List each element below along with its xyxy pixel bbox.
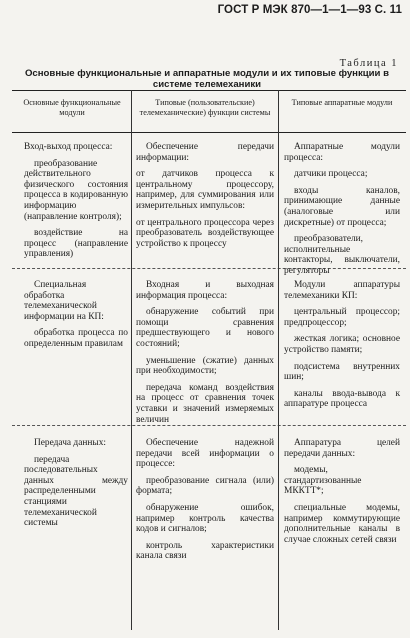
column-divider	[131, 90, 132, 630]
cell-text: Обеспечение передачи информации:	[136, 142, 274, 163]
cell-text: Передача данных:	[34, 438, 106, 448]
cell-text: уменьшение (сжатие) данных при необходимости;	[136, 355, 274, 377]
column-divider	[278, 90, 279, 630]
row-2-functional-module	[24, 280, 128, 356]
row-2-hardware-modules	[284, 280, 400, 416]
column-header-functions: Типовые (пользовательские) телемеханические) функции системы	[139, 98, 271, 117]
table-number: Таблица 1	[339, 58, 398, 69]
table-header-rule	[12, 132, 406, 133]
cell-text: Вход-выход процесса:	[24, 142, 113, 152]
row-1-hardware-modules	[284, 142, 400, 283]
cell-text: Модули аппаратуры телемеханики КП:	[284, 280, 400, 301]
cell-text: передача команд воздействия на процесс от сравнения точек уставки и значений измеряемых величин	[136, 382, 274, 425]
cell-text: датчики процесса;	[294, 169, 368, 180]
row-3-functional-module	[24, 438, 128, 535]
row-2-typical-functions	[136, 280, 274, 431]
cell-text: от датчиков процесса к центральному процессору, например, для суммирования или измерительных импульсов:	[136, 169, 274, 211]
row-1-functional-module	[24, 142, 128, 266]
cell-text: контроль характеристики канала связи	[136, 540, 274, 562]
column-header-modules: Основные функциональные модули	[23, 98, 121, 117]
cell-text: передача последовательных данных между распределенными станциями телемеханической системы	[24, 454, 128, 529]
table-top-rule	[12, 90, 406, 91]
cell-text: преобразование действительного физического состояния процесса в кодированную информацию (направление контроля);	[24, 158, 128, 222]
cell-text: Аппаратура целей передачи данных:	[284, 438, 400, 459]
cell-text: от центрального процессора через преобразователь воздействующее устройство к процессу	[136, 217, 274, 249]
cell-text: центральный процессор; предпроцессор;	[284, 307, 400, 328]
cell-text: Обеспечение надежной передачи всей информации о процессе:	[136, 438, 274, 470]
cell-text: воздействие на процесс (направление управления)	[24, 228, 128, 260]
row-3-typical-functions	[136, 438, 274, 568]
cell-text: обнаружение ошибок, например контроль качества кодов и сигналов;	[136, 502, 274, 535]
cell-text: преобразователи, исполнительные контакторы, выключатели, регуляторы	[284, 234, 400, 276]
cell-text: Входная и выходная информация процесса:	[136, 280, 274, 301]
column-header-hardware: Типовые аппаратные модули	[291, 98, 393, 107]
cell-text: каналы ввода-вывода к аппаратуре процесса	[284, 388, 400, 410]
page-header: ГОСТ Р МЭК 870—1—1—93 С. 11	[217, 4, 402, 16]
table-caption: Основные функциональные и аппаратные модули и их типовые функции в системе телемеханики	[24, 68, 390, 90]
cell-text: подсистема внутренних шин;	[284, 361, 400, 383]
cell-text: жесткая логика; основное устройство памяти;	[284, 334, 400, 355]
cell-text: Специальная обработка телемеханической информации на КП:	[24, 280, 104, 322]
functions-table	[12, 90, 406, 630]
cell-text: специальные модемы, например коммутирующие дополнительные каналы в случае сложных сетей связи	[284, 502, 400, 545]
cell-text: обработка процесса по определенным правилам	[24, 328, 128, 349]
row-1-typical-functions	[136, 142, 274, 255]
cell-text: входы каналов, принимающие данные (аналоговые или дискретные) от процесса;	[284, 185, 400, 228]
cell-text: обнаружение событий при помощи сравнения предшествующего и нового состояний;	[136, 307, 274, 349]
cell-text: модемы, стандартизованные МККТТ*;	[284, 465, 362, 497]
cell-text: преобразование сигнала (или) формата;	[136, 475, 274, 497]
cell-text: Аппаратные модули процесса:	[284, 142, 400, 163]
row-3-hardware-modules	[284, 438, 400, 551]
